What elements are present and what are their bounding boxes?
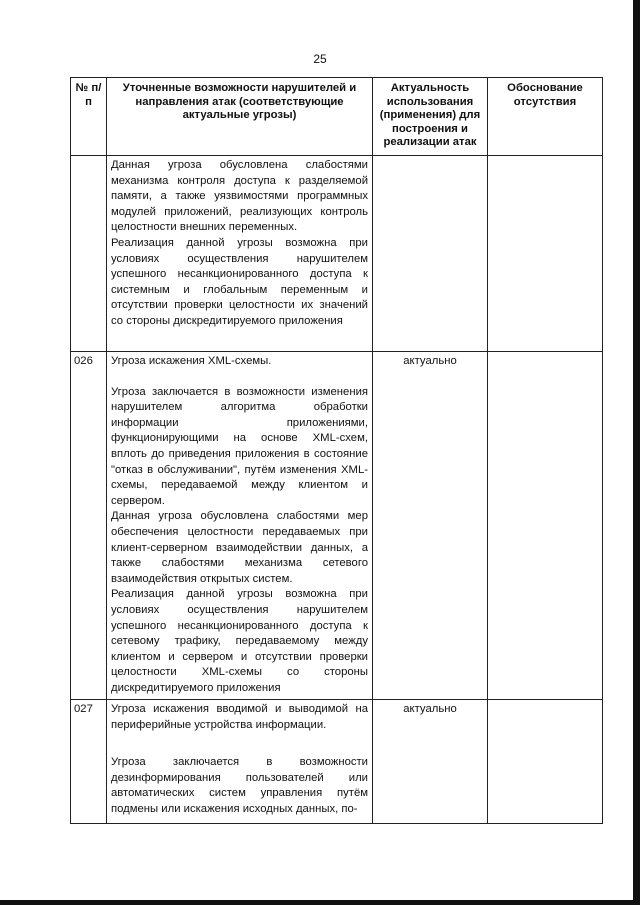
header-capabilities: Уточненные возможности нарушителей и направления атак (соответствующие актуальные угрозы)	[107, 78, 373, 156]
description-paragraph: Реализация данной угрозы возможна при условиях осуществления нарушителем успешного несанкционированного доступа к сетевому трафику, передаваемому между клиентом и сервером и отсутствии проверки целостности XML-схемы со стороны дискредитируемого приложения	[111, 588, 368, 694]
description-paragraph: Реализация данной угрозы возможна при условиях осуществления нарушителем успешного несанкционированного доступа к системным и глобальным переменным и отсутствии проверки целостности их значений со стороны дискредитируемого приложения	[111, 236, 368, 327]
row-number	[71, 156, 107, 352]
threats-table	[70, 77, 603, 824]
header-number: № п/п	[71, 78, 107, 156]
table-row	[71, 700, 603, 824]
row-description	[107, 700, 373, 824]
description-paragraph: Данная угроза обусловлена слабостями механизма контроля доступа к разделяемой памяти, а также уязвимостями программных модулей приложений, реализующих контроль целостности внешних переменных.	[111, 159, 368, 234]
description-paragraph: Данная угроза обусловлена слабостями мер обеспечения целостности передаваемых при клиент-серверном взаимодействии данных, а также слабостями механизма сетевого взаимодействия открытых систем.	[111, 510, 368, 585]
row-justification	[488, 352, 603, 700]
scan-edge-right	[633, 0, 640, 905]
scan-edge-bottom	[0, 900, 640, 905]
page-number: 25	[313, 52, 327, 66]
table-row	[71, 352, 603, 700]
row-relevance	[373, 156, 488, 352]
threat-title: Угроза искажения вводимой и выводимой на периферийные устройства информации.	[111, 703, 368, 731]
row-relevance: актуально	[373, 352, 488, 700]
threat-title: Угроза искажения XML-схемы.	[111, 355, 272, 367]
description-paragraph: Угроза заключается в возможности изменения нарушителем алгоритма обработки информации приложениями, функционирующими на основе XML-схем, вплоть до приведения приложения в состояние "отказ в обслуживании", путём изменения XML-схемы, передаваемой между клиентом и сервером.	[111, 385, 368, 507]
row-justification	[488, 156, 603, 352]
header-justification: Обоснование отсутствия	[488, 78, 603, 156]
row-description	[107, 156, 373, 352]
row-number: 027	[71, 700, 107, 824]
table-header-row	[71, 78, 603, 156]
description-paragraph: Угроза заключается в возможности дезинформирования пользователей или автоматических систем управления путём подмены или искажения исходных данных, по-	[111, 756, 368, 815]
row-number: 026	[71, 352, 107, 700]
header-relevance: Актуальность использования (применения) для построения и реализации атак	[373, 78, 488, 156]
row-justification	[488, 700, 603, 824]
row-relevance: актуально	[373, 700, 488, 824]
row-description	[107, 352, 373, 700]
table-row	[71, 156, 603, 352]
